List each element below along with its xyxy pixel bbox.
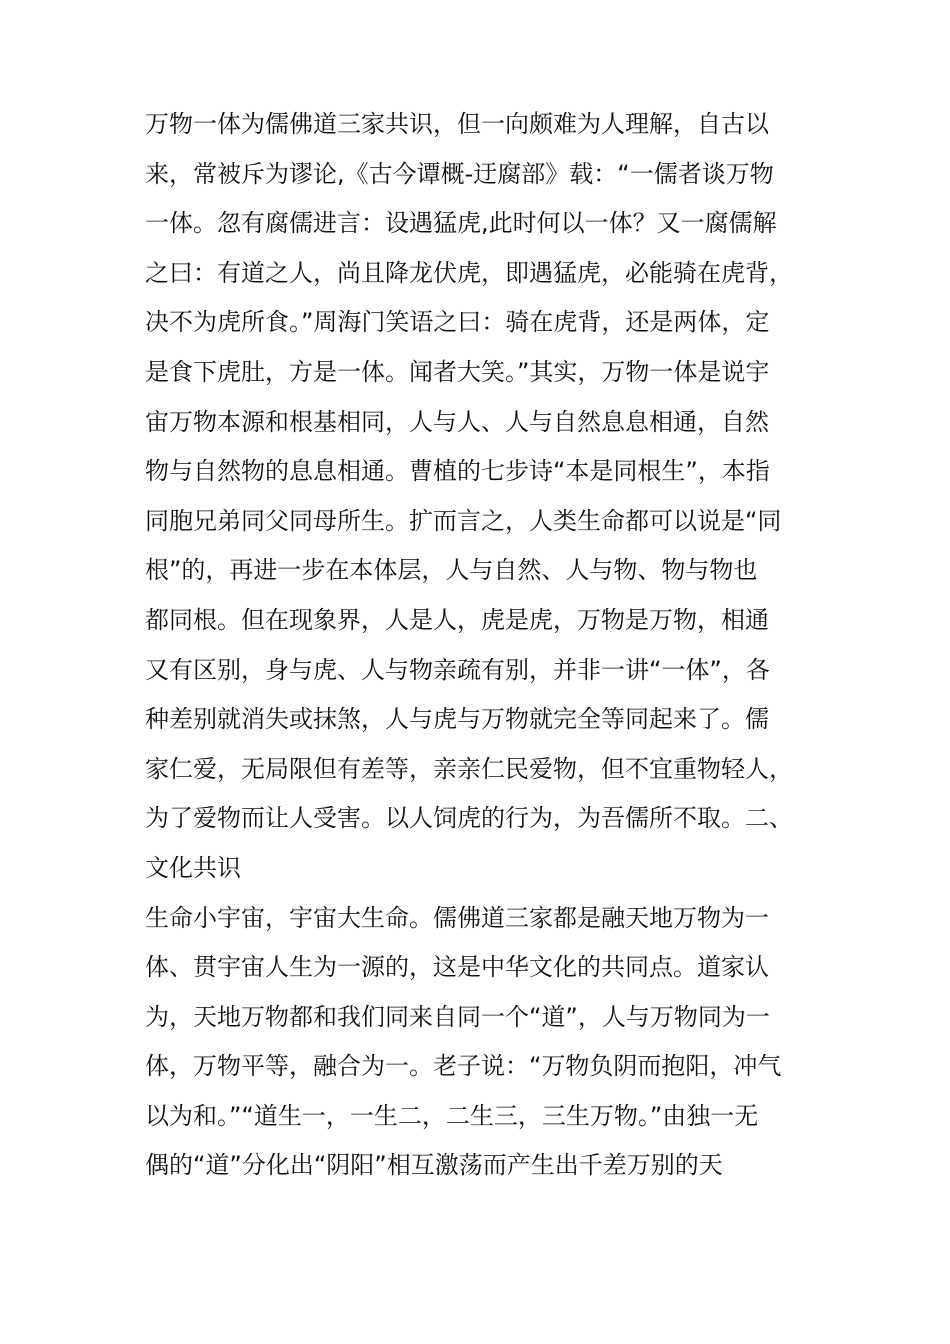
text-line-9: 同胞兄弟同父同母所生。扩而言之，人类生命都可以说是“同 (145, 506, 782, 535)
text-line-10: 根”的，再进一步在本体层，人与自然、人与物、物与物也 (145, 556, 758, 585)
text-line-5: 决不为虎所食。”周海门笑语之曰：骑在虎背，还是两体，定 (145, 308, 770, 337)
text-line-15: 为了爱物而让人受害。以人饲虎的行为，为吾儒所不取。二、 (145, 804, 793, 833)
text-line-3: 一体。忽有腐儒进言：设遇猛虎,此时何以一体？又一腐儒解 (145, 209, 777, 238)
text-line-13: 种差别就消失或抹煞，人与虎与万物就完全等同起来了。儒 (145, 705, 769, 734)
text-line-6: 是食下虎肚，方是一体。闻者大笑。”其实，万物一体是说宇 (145, 357, 770, 386)
text-line-19: 为，天地万物都和我们同来自同一个“道”，人与万物同为一 (145, 1002, 770, 1031)
text-line-14: 家仁爱，无局限但有差等，亲亲仁民爱物，但不宜重物轻人， (145, 754, 793, 783)
text-line-2: 来，常被斥为谬论,《古今谭概-迂腐部》载：“一儒者谈万物 (145, 159, 774, 188)
text-line-11: 都同根。但在现象界，人是人，虎是虎，万物是万物，相通 (145, 605, 769, 634)
text-line-7: 宙万物本源和根基相同，人与人、人与自然息息相通，自然 (145, 407, 769, 436)
text-line-16: 文化共识 (145, 853, 241, 882)
text-line-12: 又有区别，身与虎、人与物亲疏有别，并非一讲“一体”，各 (145, 655, 770, 684)
text-line-22: 偶的“道”分化出“阴阳”相互激荡而产生出千差万别的天 (145, 1151, 723, 1180)
text-line-17: 生命小宇宙，宇宙大生命。儒佛道三家都是融天地万物为一 (145, 903, 769, 932)
text-line-8: 物与自然物的息息相通。曹植的七步诗“本是同根生”，本指 (145, 457, 770, 486)
text-line-4: 之曰：有道之人，尚且降龙伏虎，即遇猛虎，必能骑在虎背， (145, 258, 793, 287)
body-text (145, 100, 885, 1191)
text-line-18: 体、贯宇宙人生为一源的，这是中华文化的共同点。道家认 (145, 953, 769, 982)
text-line-1: 万物一体为儒佛道三家共识，但一向颇难为人理解，自古以 (145, 110, 769, 138)
text-line-20: 体，万物平等，融合为一。老子说：“万物负阴而抱阳，冲气 (145, 1052, 782, 1081)
text-line-21: 以为和。”“道生一，一生二，二生三，三生万物。”由独一无 (145, 1101, 759, 1130)
